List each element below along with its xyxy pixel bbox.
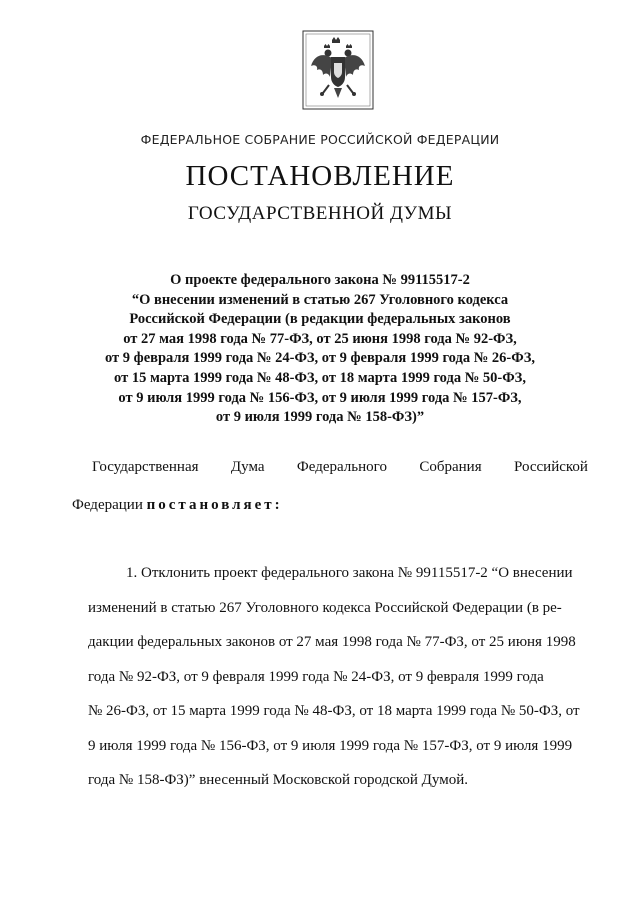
preamble-word: Российской — [514, 459, 588, 475]
preamble-word: Дума — [230, 459, 265, 475]
organization-header: ФЕДЕРАЛЬНОЕ СОБРАНИЕ РОССИЙСКОЙ ФЕДЕРАЦИИ — [140, 132, 500, 147]
subject-line: от 9 июля 1999 года № 158-ФЗ)” — [215, 409, 425, 426]
item-line: 1. Отклонить проект федерального закона № 99115517-2 “О внесении — [126, 565, 573, 581]
document-subtitle: ГОСУДАРСТВЕННОЙ ДУМЫ — [187, 203, 453, 224]
document-title: ПОСТАНОВЛЕНИЕ — [185, 160, 455, 192]
subject-line: от 9 февраля 1999 года № 24-ФЗ, от 9 февраля 1999 года № 26-ФЗ, — [105, 350, 535, 367]
item-line: дакции федеральных законов от 27 мая 1998 года № 77-ФЗ, от 25 июня 1998 — [88, 634, 576, 650]
russian-coat-of-arms-icon — [302, 30, 374, 110]
resolves-word: постановляет: — [146, 497, 283, 513]
document-subject — [20, 271, 620, 428]
subject-line: от 9 июля 1999 года № 156-ФЗ, от 9 июля 1999 года № 157-ФЗ, — [118, 389, 522, 406]
item-line: № 26-ФЗ, от 15 марта 1999 года № 48-ФЗ, от 18 марта 1999 года № 50-ФЗ, от — [88, 703, 580, 719]
subject-line: от 15 марта 1999 года № 48-ФЗ, от 18 марта 1999 года № 50-ФЗ, — [114, 369, 526, 386]
preamble-word: Государственная — [92, 459, 199, 475]
subject-line: от 27 мая 1998 года № 77-ФЗ, от 25 июня 1998 года № 92-ФЗ, — [123, 330, 517, 347]
subject-line: О проекте федерального закона № 99115517-2 — [170, 272, 470, 288]
item-line: года № 92-ФЗ, от 9 февраля 1999 года № 24-ФЗ, от 9 февраля 1999 года — [88, 668, 544, 685]
item-line: года № 158-ФЗ)” внесенный Московской городской Думой. — [88, 772, 468, 788]
resolution-item-1 — [88, 565, 584, 807]
preamble-paragraph — [72, 459, 588, 514]
subject-line: “О внесении изменений в статью 267 Уголовного кодекса — [131, 291, 509, 308]
item-line: 9 июля 1999 года № 156-ФЗ, от 9 июля 1999 года № 157-ФЗ, от 9 июля 1999 — [88, 737, 573, 754]
preamble-line-start: Федерации — [72, 497, 147, 513]
preamble-word: Федерального — [296, 459, 387, 475]
item-line: изменений в статью 267 Уголовного кодекса Российской Федерации (в ре- — [88, 599, 562, 616]
preamble-word: Собрания — [419, 459, 482, 475]
subject-line: Российской Федерации (в редакции федеральных законов — [129, 311, 511, 328]
